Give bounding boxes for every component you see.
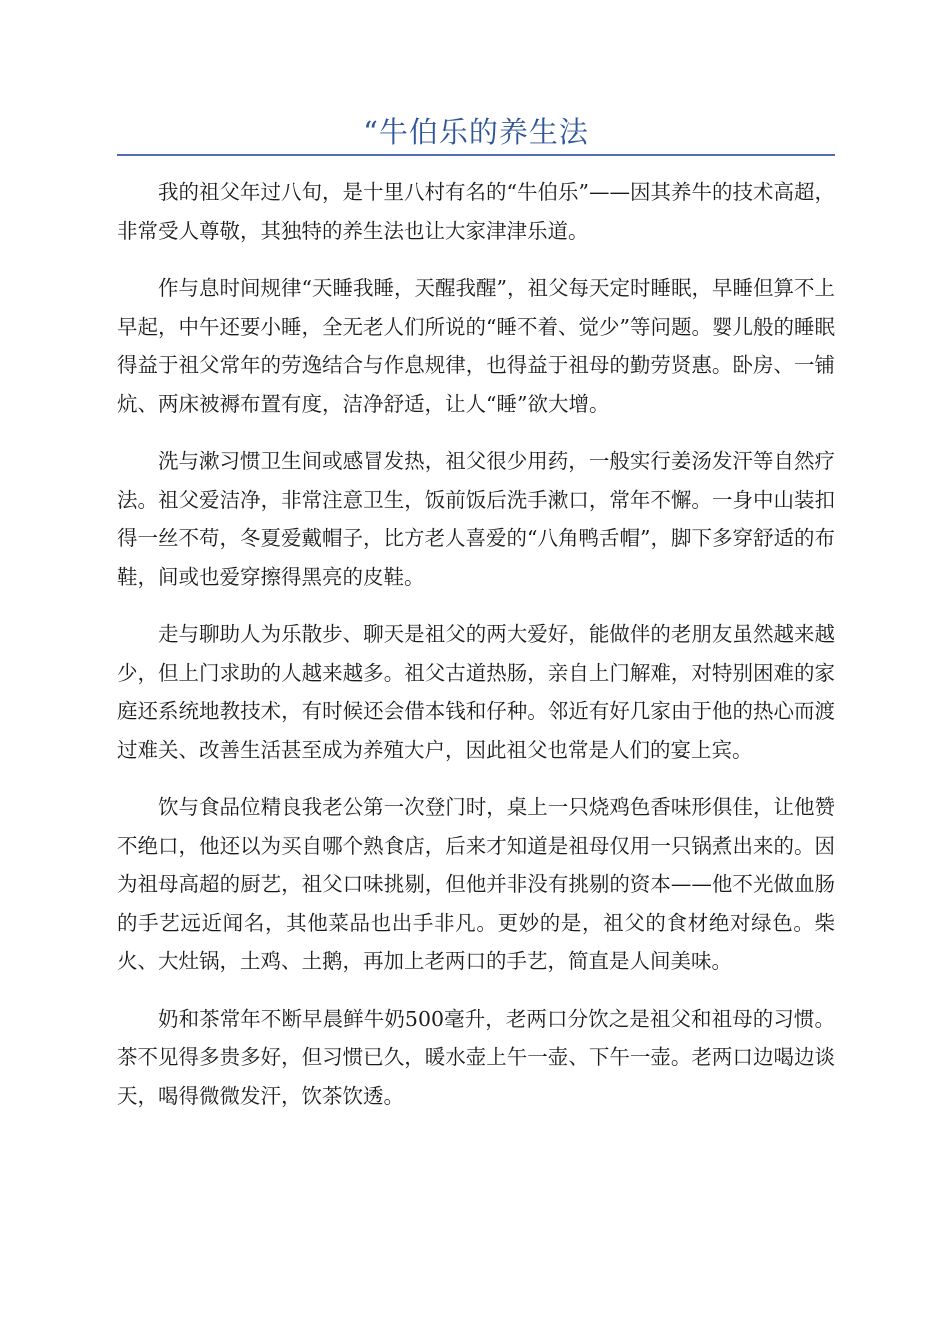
paragraph-food: 饮与食品位精良我老公第一次登门时，桌上一只烧鸡色香味形俱佳，让他赞不绝口，他还以为买自哪个熟食店，后来才知道是祖母仅用一只锅煮出来的。因为祖母高超的厨艺，祖父口味挑剔，但他并非没有挑剔的资本——他不光做血肠的手艺远近闻名，其他菜品也出手非凡。更妙的是，祖父的食材绝对绿色。柴火、大灶锅，土鸡、土鹅，再加上老两口的手艺，简直是人间美味。 bbox=[117, 795, 835, 973]
paragraph-milk-tea: 奶和茶常年不断早晨鲜牛奶500毫升，老两口分饮之是祖父和祖母的习惯。茶不见得多贵多好，但习惯已久，暖水壶上午一壶、下午一壶。老两口边喝边谈天，喝得微微发汗，饮茶饮透。 bbox=[117, 1006, 835, 1108]
paragraph-hygiene: 洗与漱习惯卫生间或感冒发热，祖父很少用药，一般实行姜汤发汗等自然疗法。祖父爱洁净，非常注意卫生，饭前饭后洗手漱口，常年不懈。一身中山装扣得一丝不苟，冬夏爱戴帽子，比方老人喜爱的“八角鸭舌帽”，脚下多穿舒适的布鞋，间或也爱穿擦得黑亮的皮鞋。 bbox=[117, 449, 835, 589]
paragraph-intro: 我的祖父年过八旬，是十里八村有名的“牛伯乐”——因其养牛的技术高超，非常受人尊敬，其独特的养生法也让大家津津乐道。 bbox=[117, 180, 835, 243]
article-body bbox=[117, 173, 835, 1134]
page-title: “牛伯乐的养生法 bbox=[363, 115, 589, 149]
title-underline bbox=[117, 154, 835, 156]
paragraph-sleep: 作与息时间规律“天睡我睡，天醒我醒”，祖父每天定时睡眠，早睡但算不上早起，中午还要小睡，全无老人们所说的“睡不着、觉少”等问题。婴儿般的睡眠得益于祖父常年的劳逸结合与作息规律，也得益于祖母的勤劳贤惠。卧房、一铺炕、两床被褥布置有度，洁净舒适，让人“睡”欲大增。 bbox=[117, 276, 835, 416]
paragraph-walk-chat: 走与聊助人为乐散步、聊天是祖父的两大爱好，能做伴的老朋友虽然越来越少，但上门求助的人越来越多。祖父古道热肠，亲自上门解难，对特别困难的家庭还系统地教技术，有时候还会借本钱和仔种。邻近有好几家由于他的热心而渡过难关、改善生活甚至成为养殖大户，因此祖父也常是人们的宴上宾。 bbox=[117, 622, 835, 762]
